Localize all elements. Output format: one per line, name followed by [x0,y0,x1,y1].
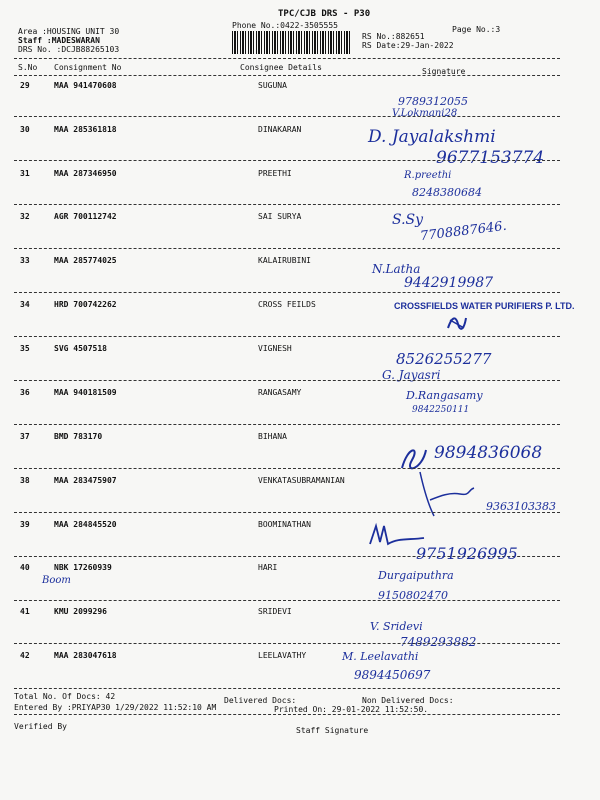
col-header-signature: Signature [422,67,466,76]
row-sno: 41 [20,607,30,616]
row-consignment: MAA 284845520 [54,520,117,529]
row-consignment: AGR 700112742 [54,212,117,221]
row-consignment: HRD 700742262 [54,300,117,309]
drs-number: DRS No. :DCJB88265103 [18,45,120,54]
col-header-consignment: Consignment No [54,63,122,72]
row-consignee: BIHANA [258,432,287,441]
row-sno: 40 [20,563,30,572]
row-divider [14,160,560,161]
row-divider [14,512,560,513]
signature-name: G. Jayasri [382,368,441,382]
row-sno: 30 [20,125,30,134]
verified-by: Verified By [14,722,67,731]
row-consignment: SVG 4507518 [54,344,107,353]
row-consignee: PREETHI [258,169,292,178]
barcode [232,31,352,54]
signature-phone: 9894836068 [434,443,543,463]
row-consignee: SUGUNA [258,81,287,90]
table-row [14,607,560,621]
row-consignment: NBK 17260939 [54,563,112,572]
signature-phone: 9442919987 [404,275,494,291]
delivered-docs: Delivered Docs: [224,696,297,705]
handwritten-note: Boom [42,575,71,586]
area-label: Area :HOUSING UNIT 30 [18,27,120,36]
col-header-sno: S.No [18,63,38,72]
signature-name: N.Latha [372,262,421,276]
signature-phone: 8248380684 [412,186,482,199]
stamp-signature-scribble [446,314,468,332]
row-consignee: RANGASAMY [258,388,302,397]
signature-name: Durgaiputhra 9150802470 [378,569,454,602]
total-docs: Total No. Of Docs: 42 [14,692,116,701]
row-consignee: SAI SURYA [258,212,302,221]
signature-name: M. Leelavathi [342,650,419,663]
row-consignee: SRIDEVI [258,607,292,616]
row-consignee: KALAIRUBINI [258,256,311,265]
row-consignee: CROSS FEILDS [258,300,316,309]
row-sno: 39 [20,520,30,529]
signature-phone: 7708887646. [419,218,508,245]
non-delivered-docs: Non Delivered Docs: [362,696,454,705]
signature-phone: 9363103383 [486,500,556,513]
row-sno: 29 [20,81,30,90]
row-sno: 36 [20,388,30,397]
row-divider [14,468,560,469]
row-divider [14,336,560,337]
signature-name: S.Sy [392,212,424,228]
row-consignee: BOOMINATHAN [258,520,311,529]
signature-phone: 9894450697 [354,668,431,682]
signature-name: D.Rangasamy [406,389,483,402]
row-consignee: DINAKARAN [258,125,302,134]
staff-label: Staff :MADESWARAN [18,36,100,45]
row-consignment: MAA 941470608 [54,81,117,90]
row-divider [14,424,560,425]
row-sno: 32 [20,212,30,221]
signature-phone: 8526255277 [396,350,492,368]
row-divider [14,248,560,249]
row-consignment: MAA 940181509 [54,388,117,397]
row-consignment: MAA 285774025 [54,256,117,265]
row-consignment: MAA 287346950 [54,169,117,178]
signature-name: V. Sridevi [370,620,423,633]
rs-date: RS Date:29-Jan-2022 [362,41,454,50]
table-row [14,169,560,183]
header-rule-bottom [14,75,560,76]
row-sno: 33 [20,256,30,265]
signature-phone: 7489293882 [400,635,477,649]
table-row [14,520,560,534]
row-consignee: LEELAVATHY [258,651,307,660]
document-title: TPC/CJB DRS - P30 [278,9,371,19]
row-sno: 35 [20,344,30,353]
signature-phone: 9789312055 [398,95,468,108]
company-stamp: CROSSFIELDS WATER PURIFIERS P. LTD. [394,301,575,311]
row-consignee: VENKATASUBRAMANIAN [258,476,345,485]
row-divider [14,380,560,381]
row-consignment: MAA 283475907 [54,476,117,485]
row-consignment: MAA 283047618 [54,651,117,660]
signature-phone: 9677153774 [436,148,545,168]
phone-number: Phone No.:0422-3505555 [232,21,338,30]
row-consignment: BMD 783170 [54,432,103,441]
row-consignee: VIGNESH [258,344,292,353]
entered-by: Entered By :PRIYAP30 1/29/2022 11:52:10 AM [14,703,217,712]
signature-name: V.Lokmani28 [392,108,458,119]
page-number: Page No.:3 [452,25,501,34]
signature-phone: 9751926995 [416,544,518,563]
table-row [14,651,560,665]
row-sno: 38 [20,476,30,485]
signature-name: R.preethi [404,170,452,181]
row-divider [14,116,560,117]
row-sno: 31 [20,169,30,178]
row-consignment: MAA 285361818 [54,125,117,134]
row-sno: 37 [20,432,30,441]
staff-signature-label: Staff Signature [296,726,369,735]
printed-on: Printed On: 29-01-2022 11:52:50. [274,705,429,714]
row-consignment: KMU 2099296 [54,607,107,616]
col-header-consignee: Consignee Details [240,63,322,72]
row-divider [14,600,560,601]
signature-name: D. Jayalakshmi [368,127,496,147]
footer-rule [14,714,560,715]
table-row [14,256,560,270]
row-sno: 42 [20,651,30,660]
header-rule-top [14,58,560,59]
table-row [14,476,560,490]
signature-phone: 9842250111 [412,405,470,415]
row-consignee: HARI [258,563,278,572]
row-sno: 34 [20,300,30,309]
table-row [14,81,560,95]
row-divider [14,643,560,644]
row-divider [14,292,560,293]
row-divider [14,688,560,689]
row-divider [14,204,560,205]
rs-number: RS No.:882651 [362,32,425,41]
